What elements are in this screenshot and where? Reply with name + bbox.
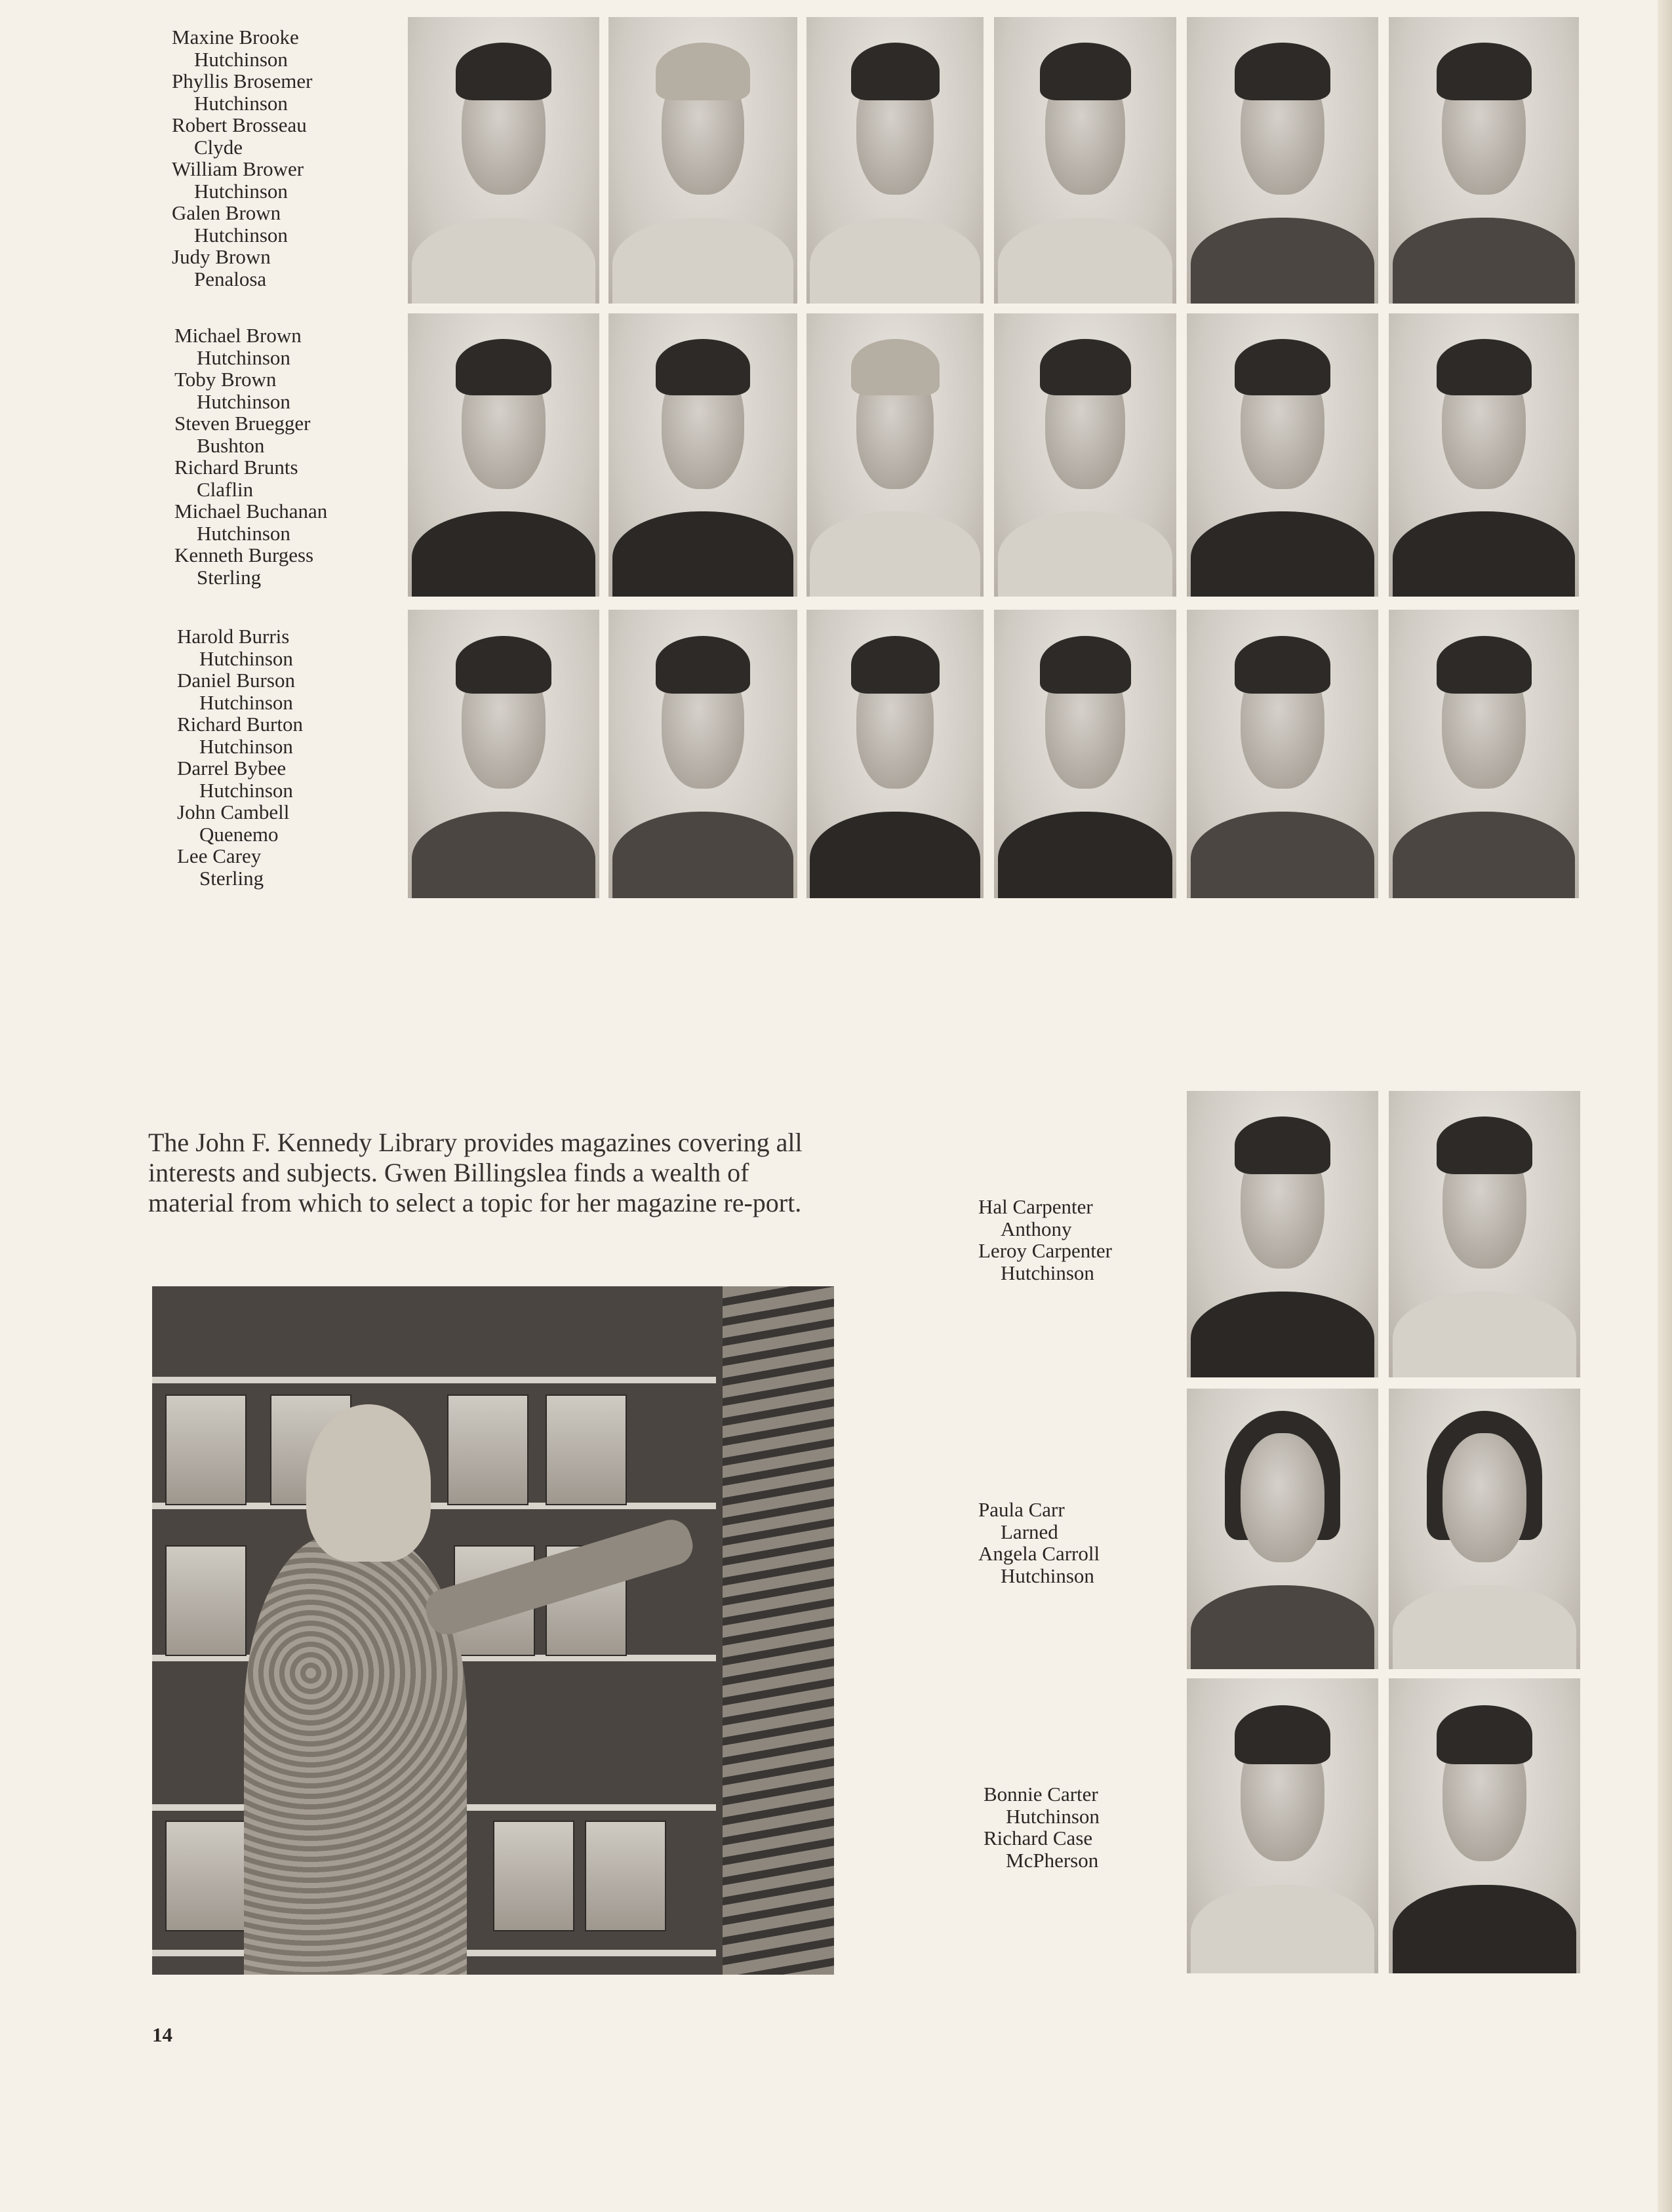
name-list-group-3 (177, 625, 303, 889)
page-spine-edge (1658, 0, 1672, 2212)
student-town: Claflin (197, 477, 254, 501)
student-name: Kenneth Burgess (174, 543, 314, 566)
name-list-group-6 (984, 1783, 1100, 1871)
portrait-photo (994, 17, 1176, 304)
name-list-group-1 (172, 26, 312, 290)
student-town: Penalosa (194, 267, 267, 290)
student-town: Clyde (194, 135, 243, 159)
student-town: Hutchinson (1001, 1261, 1094, 1284)
portrait-photo (408, 313, 599, 597)
student-name: Daniel Burson (177, 669, 295, 692)
portrait-photo (1389, 313, 1579, 597)
student-name: Darrel Bybee (177, 757, 287, 780)
student-name: Richard Case (984, 1827, 1093, 1849)
portrait-photo (608, 17, 797, 304)
portrait-photo (1187, 1091, 1378, 1377)
student-name: Judy Brown (172, 245, 271, 268)
student-name: Leroy Carpenter (978, 1239, 1112, 1262)
portrait-photo (806, 17, 984, 304)
student-town: Hutchinson (1006, 1804, 1100, 1828)
portrait-photo (806, 610, 984, 898)
student-town: Hutchinson (199, 690, 293, 714)
student-town: Hutchinson (194, 91, 288, 115)
student-name: Michael Buchanan (174, 500, 328, 523)
student-town: Hutchinson (194, 47, 288, 71)
student-town: McPherson (1006, 1848, 1099, 1872)
portrait-photo (408, 17, 599, 304)
student-name: William Brower (172, 157, 304, 180)
portrait-photo (1187, 313, 1378, 597)
student-hair (306, 1404, 431, 1562)
magazine (165, 1821, 247, 1931)
magazine (447, 1394, 528, 1505)
magazine (546, 1394, 627, 1505)
student-town: Sterling (197, 565, 262, 589)
student-name: Richard Brunts (174, 456, 298, 479)
student-town: Quenemo (199, 822, 279, 846)
magazine-rack (723, 1286, 834, 1975)
portrait-photo (1389, 610, 1579, 898)
portrait-photo (1187, 1678, 1378, 1973)
student-name: Richard Burton (177, 713, 303, 736)
portrait-photo (806, 313, 984, 597)
name-list-group-4 (978, 1196, 1112, 1284)
magazine (585, 1821, 666, 1931)
portrait-photo (1187, 1389, 1378, 1669)
magazine (165, 1394, 247, 1505)
portrait-photo (608, 610, 797, 898)
portrait-photo (1187, 17, 1378, 304)
student-town: Hutchinson (197, 389, 290, 413)
student-name: Galen Brown (172, 201, 281, 224)
name-list-group-5 (978, 1499, 1100, 1587)
student-name: Michael Brown (174, 324, 302, 347)
library-photo-caption: The John F. Kennedy Library provides magazines covering all interests and subjects. Gwen Billingslea finds a wealth of material from which to select a topic for her magazine re-port. (148, 1128, 803, 1217)
student-name: Hal Carpenter (978, 1195, 1093, 1218)
library-magazine-rack-photo (152, 1286, 834, 1975)
portrait-photo (1389, 1389, 1580, 1669)
student-name: John Cambell (177, 800, 290, 823)
portrait-photo (994, 313, 1176, 597)
student-name: Toby Brown (174, 368, 277, 391)
portrait-photo (1389, 1091, 1580, 1377)
student-name: Paula Carr (978, 1498, 1065, 1521)
student-name: Phyllis Brosemer (172, 69, 313, 92)
portrait-photo (408, 610, 599, 898)
magazine (493, 1821, 574, 1931)
student-town: Hutchinson (1001, 1564, 1094, 1587)
student-town: Hutchinson (197, 521, 290, 545)
student-name: Steven Bruegger (174, 412, 311, 435)
student-town: Hutchinson (199, 778, 293, 802)
student-town: Hutchinson (194, 223, 288, 247)
portrait-photo (994, 610, 1176, 898)
student-town: Bushton (197, 433, 265, 457)
student-town: Hutchinson (194, 179, 288, 203)
portrait-photo (1187, 610, 1378, 898)
student-name: Maxine Brooke (172, 26, 299, 49)
student-name: Harold Burris (177, 625, 290, 648)
magazine (165, 1545, 247, 1656)
portrait-photo (1389, 17, 1579, 304)
student-town: Hutchinson (199, 646, 293, 670)
portrait-photo (1389, 1678, 1580, 1973)
student-name: Lee Carey (177, 844, 262, 867)
page-number: 14 (152, 2023, 172, 2046)
student-town: Anthony (1001, 1217, 1072, 1240)
name-list-group-2 (174, 325, 327, 588)
student-town: Sterling (199, 866, 264, 890)
shelf-divider (152, 1377, 716, 1383)
student-name: Angela Carroll (978, 1542, 1100, 1565)
student-name: Robert Brosseau (172, 113, 307, 136)
student-town: Hutchinson (197, 346, 290, 369)
portrait-photo (608, 313, 797, 597)
student-town: Hutchinson (199, 734, 293, 758)
student-town: Larned (1001, 1520, 1058, 1543)
student-name: Bonnie Carter (984, 1783, 1098, 1806)
